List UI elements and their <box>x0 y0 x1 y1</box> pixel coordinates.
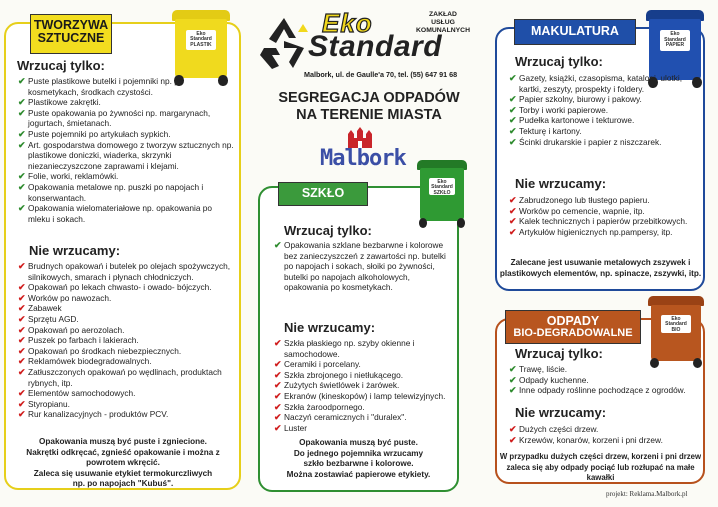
list-item: ✔ Opakowania wielomateriałowe np. opakowania po mleku i sokach. <box>18 203 213 224</box>
list-item: ✔ Art. gospodarstwa domowego z tworzyw sztucznych np. plastikowe doniczki, wiaderka, skrzynki niezanieczyszczone zaprawami i klejami. <box>18 139 234 171</box>
list-item: ✔ Sprzętu AGD. <box>18 313 79 324</box>
list-item: ✔ Zabrudzonego lub tłustego papieru. <box>509 195 650 205</box>
list-item: ✔ Gazety, książki, czasopisma, katalogi, ulotki, kartki, zeszyty, prospekty i foldery. <box>509 73 683 94</box>
bio-allowed-heading: Wrzucaj tylko: <box>515 346 603 361</box>
red-check-icon: ✔ <box>18 261 26 271</box>
list-item: ✔ Worków po cemencie, wapnie, itp. <box>509 205 645 216</box>
list-item: ✔ Ścinki drukarskie i papier z niszczarek. <box>509 136 662 147</box>
red-check-icon: ✔ <box>18 313 26 324</box>
red-check-icon: ✔ <box>18 292 26 303</box>
plastic-allowed-heading: Wrzucaj tylko: <box>17 58 105 73</box>
brand-bottom: Standard <box>308 30 443 63</box>
list-item: ✔ Folie, worki, reklamówki. <box>18 171 119 182</box>
list-item: ✔ Opakowań po lekach chwasto- i owado- bójczych. <box>18 282 212 293</box>
list-item: ✔ Puste opakowania po żywności np. margarynach, jogurtach, śmietanach. <box>18 107 211 129</box>
green-check-icon: ✔ <box>274 240 282 250</box>
list-item: ✔ Elementów samochodowych. <box>18 388 136 399</box>
red-check-icon: ✔ <box>274 380 282 391</box>
list-item: ✔ Inne odpady roślinne pochodzące z ogrodów. <box>509 385 686 396</box>
paper-allowed-heading: Wrzucaj tylko: <box>515 54 603 69</box>
list-item: ✔ Szkła płaskiego np. szyby okienne i samochodowe. <box>274 338 415 359</box>
green-check-icon: ✔ <box>18 76 26 86</box>
red-check-icon: ✔ <box>18 398 26 409</box>
company-name: ZAKŁAD USŁUG KOMUNALNYCH <box>416 11 470 34</box>
red-check-icon: ✔ <box>18 366 26 377</box>
list-item: ✔ Puszek po farbach i lakierach. <box>18 335 139 346</box>
list-item: ✔ Brudnych opakowań i butelek po olejach spożywczych, silnikowych, smarach i płynach chłodniczych. <box>18 261 231 282</box>
list-item: ✔ Naczyń ceramicznych i "duralex". <box>274 412 407 423</box>
brown-bin: Eko Standard BIO <box>648 296 704 368</box>
green-check-icon: ✔ <box>509 73 517 83</box>
list-item: ✔ Ekranów (kineskopów) i lamp telewizyjnych. <box>274 390 446 401</box>
red-check-icon: ✔ <box>509 434 517 445</box>
list-item: ✔ Rur kanalizacyjnych - produktów PCV. <box>18 409 169 420</box>
red-check-icon: ✔ <box>18 324 26 335</box>
bio-note: W przypadku dużych części drzew, korzeni i pni drzew zaleca się aby odpady pociąć lub rozłupać na małe kawałki <box>499 452 702 483</box>
paper-forbidden-heading: Nie wrzucamy: <box>515 176 607 191</box>
red-check-icon: ✔ <box>274 412 282 423</box>
red-check-icon: ✔ <box>274 422 282 433</box>
green-check-icon: ✔ <box>509 104 517 115</box>
red-check-icon: ✔ <box>274 390 282 401</box>
red-check-icon: ✔ <box>509 226 517 237</box>
list-item: ✔ Zatłuszczonych opakowań po wędlinach, produktach rybnych, itp. <box>18 366 222 388</box>
list-item: ✔ Plastikowe zakrętki. <box>18 97 101 108</box>
red-check-icon: ✔ <box>509 195 517 205</box>
page-title: SEGREGACJA ODPADÓW NA TERENIE MIASTA <box>278 90 460 123</box>
glass-forbidden-heading: Nie wrzucamy: <box>284 320 376 335</box>
plastic-forbidden-heading: Nie wrzucamy: <box>29 243 121 258</box>
green-check-icon: ✔ <box>18 97 26 108</box>
list-item: ✔ Dużych części drzew. <box>509 424 599 434</box>
green-check-icon: ✔ <box>509 94 517 105</box>
list-item: ✔ Papier szkolny, biurowy i pakowy. <box>509 94 642 105</box>
bio-tag: ODPADY BIO-DEGRADOWALNE <box>505 310 641 344</box>
paper-allowed-list <box>509 73 689 147</box>
green-check-icon: ✔ <box>18 171 26 182</box>
list-item: ✔ Zabawek <box>18 303 62 314</box>
list-item: ✔ Krzewów, konarów, korzeni i pni drzew. <box>509 434 663 445</box>
list-item: ✔ Puste pojemniki po artykułach sypkich. <box>18 128 171 139</box>
green-check-icon: ✔ <box>509 125 517 136</box>
bio-forbidden-heading: Nie wrzucamy: <box>515 405 607 420</box>
list-item: ✔ Reklamówek biodegradowalnych. <box>18 356 152 367</box>
recycle-icon <box>256 14 312 72</box>
glass-allowed-heading: Wrzucaj tylko: <box>284 223 372 238</box>
green-check-icon: ✔ <box>18 107 26 118</box>
list-item: ✔ Szkła żaroodpornego. <box>274 401 365 412</box>
green-check-icon: ✔ <box>509 115 517 126</box>
red-check-icon: ✔ <box>18 388 26 399</box>
list-item: ✔ Ceramiki i porcelany. <box>274 359 361 370</box>
plastic-allowed-list <box>18 76 236 224</box>
green-check-icon: ✔ <box>509 385 517 396</box>
red-check-icon: ✔ <box>18 409 26 420</box>
list-item: ✔ Worków po nawozach. <box>18 292 112 303</box>
list-item: ✔ Trawę, liście. <box>509 364 568 374</box>
list-item: ✔ Tekturę i kartony. <box>509 125 582 136</box>
company-logo <box>256 10 480 84</box>
list-item: ✔ Opakowań po aerozolach. <box>18 324 125 335</box>
glass-tag: SZKŁO <box>278 182 368 206</box>
plastic-tag: TWORZYWA SZTUCZNE <box>30 14 112 54</box>
red-check-icon: ✔ <box>509 205 517 216</box>
list-item: ✔ Kalek technicznych i papierów przebitkowych. <box>509 216 688 227</box>
brand-top: Eko <box>322 8 373 38</box>
green-check-icon: ✔ <box>509 364 517 374</box>
city-name: Malbork <box>320 146 406 171</box>
green-check-icon: ✔ <box>509 374 517 385</box>
yellow-bin: Eko Standard PLASTIK <box>172 10 230 86</box>
plastic-forbidden-list <box>18 261 236 420</box>
red-check-icon: ✔ <box>274 359 282 370</box>
glass-forbidden-list <box>274 338 456 433</box>
glass-allowed-list <box>274 240 452 293</box>
list-item: ✔ Odpady kuchenne. <box>509 374 589 385</box>
green-check-icon: ✔ <box>18 128 26 139</box>
green-check-icon: ✔ <box>18 139 26 150</box>
list-item: ✔ Luster <box>274 422 308 433</box>
list-item: ✔ Torby i worki papierowe. <box>509 104 608 115</box>
red-check-icon: ✔ <box>509 216 517 227</box>
red-check-icon: ✔ <box>18 303 26 314</box>
list-item: ✔ Szkła zbrojonego i nietłukącego. <box>274 369 403 380</box>
green-check-icon: ✔ <box>18 181 26 192</box>
green-check-icon: ✔ <box>18 203 26 214</box>
red-check-icon: ✔ <box>274 338 282 348</box>
red-check-icon: ✔ <box>274 401 282 412</box>
list-item: ✔ Opakowania szklane bezbarwne i kolorowe bez zanieczyszczeń z zawartości np. butelki po napojach i sokach, słoiki po żywności, butelki po napojach alkoholowych, opakowania po kosmetykach. <box>274 240 446 293</box>
bio-forbidden-list <box>509 424 699 445</box>
blue-bin: Eko Standard PAPIER <box>646 10 704 88</box>
bio-allowed-list <box>509 364 699 396</box>
company-address: Malbork, ul. de Gaulle'a 70, tel. (55) 647 91 68 <box>304 70 458 79</box>
list-item: ✔ Opakowań po środkach niebezpiecznych. <box>18 345 182 356</box>
paper-forbidden-list <box>509 195 699 237</box>
green-check-icon: ✔ <box>509 136 517 147</box>
design-credit: projekt: Reklama.Malbork.pl <box>606 490 688 498</box>
list-item: ✔ Styropianu. <box>18 398 70 409</box>
red-check-icon: ✔ <box>274 369 282 380</box>
list-item: ✔ Puste plastikowe butelki i pojemniki np. po kosmetykach, środkach czystości. <box>18 76 184 97</box>
red-check-icon: ✔ <box>18 356 26 367</box>
green-bin: Eko Standard SZKŁO <box>417 160 467 228</box>
red-check-icon: ✔ <box>18 335 26 346</box>
list-item: ✔ Zużytych świetlówek i żarówek. <box>274 380 400 391</box>
red-check-icon: ✔ <box>18 282 26 293</box>
red-check-icon: ✔ <box>509 424 517 434</box>
list-item: ✔ Pudełka kartonowe i tekturowe. <box>509 115 635 126</box>
list-item: ✔ Artykułów higienicznych np.pampersy, itp. <box>509 226 673 237</box>
red-check-icon: ✔ <box>18 345 26 356</box>
castle-crest-icon <box>345 126 375 148</box>
paper-tag: MAKULATURA <box>514 19 636 45</box>
glass-note: Opakowania muszą być puste. Do jednego pojemnika wrzucamy szkło bezbarwne i kolorowe. Można zostawiać papierowe etykiety. <box>286 438 431 479</box>
list-item: ✔ Opakowania metalowe np. puszki po napojach i konserwantach. <box>18 181 204 203</box>
paper-note: Zalecane jest usuwanie metalowych zszywek i plastikowych elementów, np. spinacze, zszywki, itp. <box>499 258 702 278</box>
plastic-note: Opakowania muszą być puste i zgniecione. Nakrętki odkręcać, zgnieść opakowanie i można z powrotem wkręcić. Zaleca się usuwanie etykiet termokurczliwych np. po napojach "Kubuś". <box>26 437 220 489</box>
